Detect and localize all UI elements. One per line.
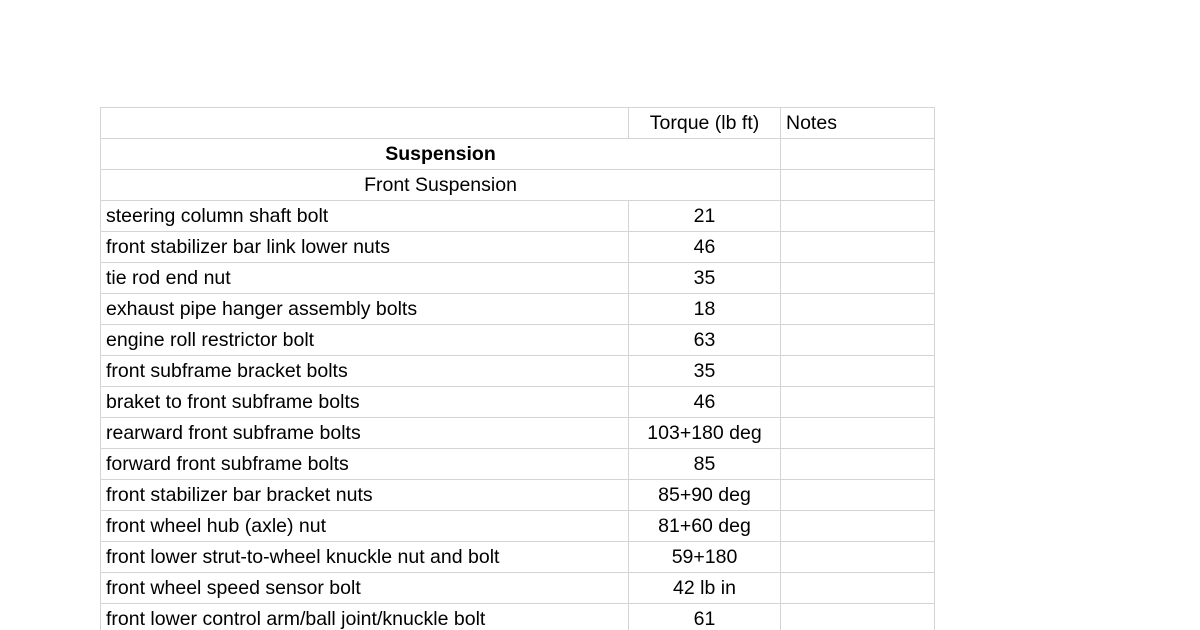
item-cell[interactable]: front wheel hub (axle) nut [101,511,629,542]
item-cell[interactable]: braket to front subframe bolts [101,387,629,418]
notes-cell[interactable] [781,604,935,630]
notes-cell[interactable] [781,201,935,232]
torque-cell[interactable]: 46 [629,387,781,418]
section-notes-cell[interactable] [781,139,935,170]
table-row [101,263,935,294]
torque-cell[interactable]: 35 [629,263,781,294]
item-cell[interactable]: front stabilizer bar link lower nuts [101,232,629,263]
notes-cell[interactable] [781,294,935,325]
item-cell[interactable]: front stabilizer bar bracket nuts [101,480,629,511]
torque-cell[interactable]: 21 [629,201,781,232]
item-cell[interactable]: front subframe bracket bolts [101,356,629,387]
subsection-row [101,170,935,201]
item-cell[interactable]: exhaust pipe hanger assembly bolts [101,294,629,325]
table-row [101,418,935,449]
table-row [101,387,935,418]
section-row [101,139,935,170]
table-row [101,542,935,573]
table-row [101,201,935,232]
notes-cell[interactable] [781,325,935,356]
torque-cell[interactable]: 103+180 deg [629,418,781,449]
table-row [101,294,935,325]
subsection-title-cell[interactable]: Front Suspension [101,170,781,201]
notes-cell[interactable] [781,511,935,542]
notes-cell[interactable] [781,356,935,387]
torque-spec-table [100,107,935,630]
torque-cell[interactable]: 85 [629,449,781,480]
torque-cell[interactable]: 35 [629,356,781,387]
torque-cell[interactable]: 85+90 deg [629,480,781,511]
torque-cell[interactable]: 18 [629,294,781,325]
torque-cell[interactable]: 42 lb in [629,573,781,604]
subsection-notes-cell[interactable] [781,170,935,201]
section-title-cell[interactable]: Suspension [101,139,781,170]
header-item-cell[interactable] [101,108,629,139]
torque-cell[interactable]: 46 [629,232,781,263]
item-cell[interactable]: rearward front subframe bolts [101,418,629,449]
item-cell[interactable]: front wheel speed sensor bolt [101,573,629,604]
notes-cell[interactable] [781,542,935,573]
table-row [101,480,935,511]
notes-cell[interactable] [781,480,935,511]
table-row [101,232,935,263]
notes-cell[interactable] [781,418,935,449]
item-cell[interactable]: front lower control arm/ball joint/knuckle bolt [101,604,629,630]
torque-cell[interactable]: 81+60 deg [629,511,781,542]
table-row [101,325,935,356]
table-row [101,449,935,480]
header-torque-cell[interactable]: Torque (lb ft) [629,108,781,139]
notes-cell[interactable] [781,573,935,604]
item-cell[interactable]: engine roll restrictor bolt [101,325,629,356]
table-row [101,356,935,387]
torque-cell[interactable]: 61 [629,604,781,630]
header-row [101,108,935,139]
notes-cell[interactable] [781,263,935,294]
item-cell[interactable]: steering column shaft bolt [101,201,629,232]
torque-cell[interactable]: 59+180 [629,542,781,573]
torque-cell[interactable]: 63 [629,325,781,356]
table-row [101,604,935,630]
table-row [101,573,935,604]
item-cell[interactable]: front lower strut-to-wheel knuckle nut and bolt [101,542,629,573]
item-cell[interactable]: forward front subframe bolts [101,449,629,480]
item-cell[interactable]: tie rod end nut [101,263,629,294]
notes-cell[interactable] [781,387,935,418]
notes-cell[interactable] [781,449,935,480]
header-notes-cell[interactable]: Notes [781,108,935,139]
table-row [101,511,935,542]
notes-cell[interactable] [781,232,935,263]
